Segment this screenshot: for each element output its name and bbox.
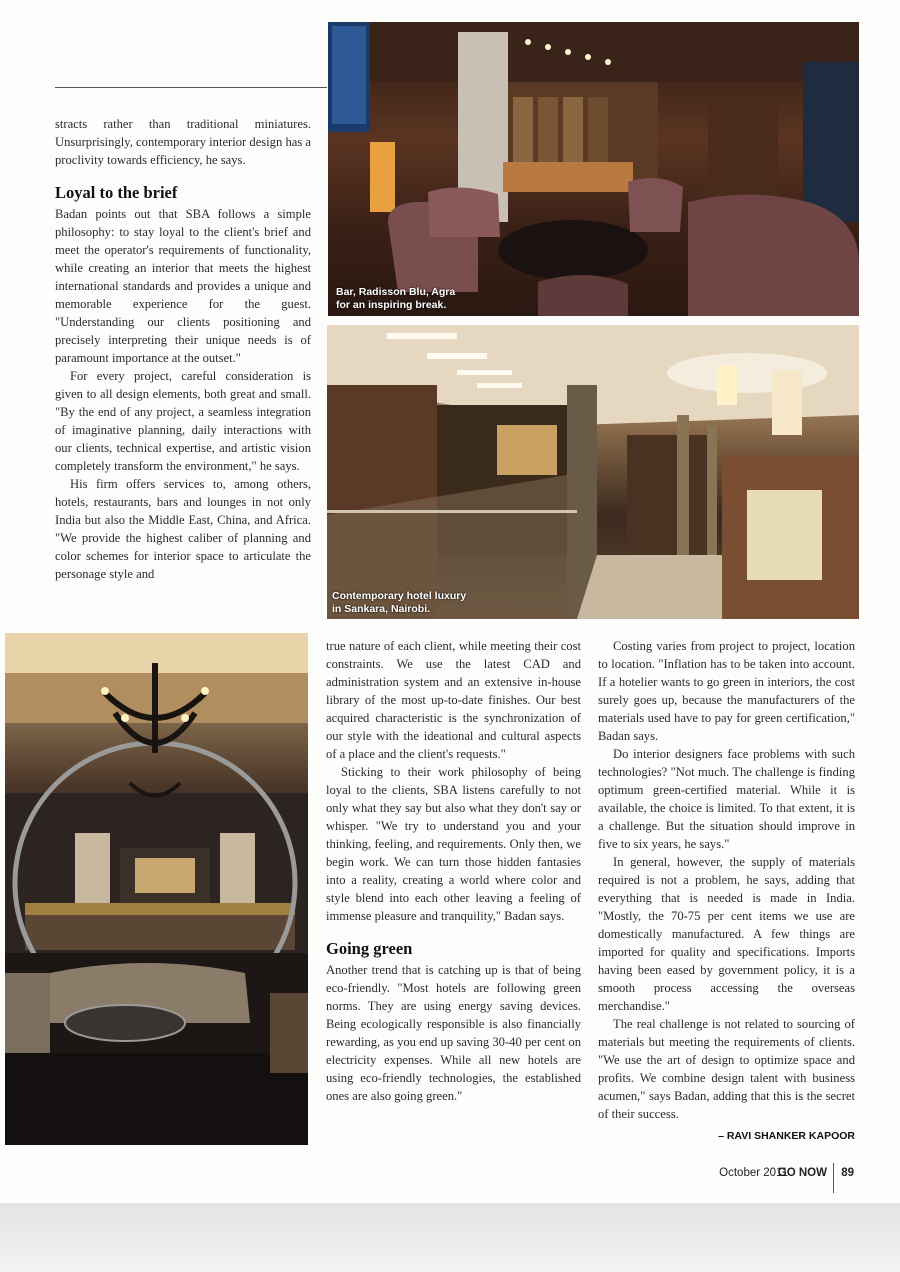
caption-hotel bbox=[332, 590, 532, 616]
paragraph: For every project, careful consideration is given to all design elements, both great and small. "By the end of any project, a seamless integration of imaginative planning, daily interactions with our clients, technical expertise, and artistic vision completely transform the environment," he says. bbox=[55, 369, 311, 473]
paragraph: true nature of each client, while meeting their cost constraints. We use the latest CAD and administration system and an extensive in-house library of the most up-to-date finishes. Our best acquired characteristic is the synchronization of our style with the ideational and cultural aspects of a place and the client's requests." bbox=[326, 639, 581, 761]
paragraph: Another trend that is catching up is that of being eco-friendly. "Most hotels are following green norms. They are using energy saving devices. Being ecologically responsible is also financially rewarding, as you end up saving 30-40 per cent on electricity expenses. While all new hotels are using eco-friendly technologies, the established ones are also going green." bbox=[326, 963, 581, 1103]
page-number: 89 bbox=[841, 1167, 854, 1179]
caption-hotel-line1: Contemporary hotel luxury bbox=[332, 590, 467, 602]
author-byline: – RAVI SHANKER KAPOOR bbox=[718, 1130, 855, 1142]
paragraph: His firm offers services to, among others, hotels, restaurants, bars and lounges in not only India but also the Middle East, China, and Africa. "We provide the highest caliber of planning and color schemes for interior space to articulate the personage style and bbox=[55, 477, 311, 581]
article-column-1 bbox=[55, 115, 311, 583]
bar-photo-illustration bbox=[328, 22, 859, 316]
article-column-3 bbox=[598, 637, 855, 1145]
issue-date: October 2011 bbox=[719, 1167, 788, 1179]
top-rule bbox=[55, 87, 327, 88]
caption-bar bbox=[336, 286, 536, 312]
paragraph: Badan points out that SBA follows a simple philosophy: to stay loyal to the client's brief and meet the operator's requirements of functionality, while creating an interior that meets the highest international standards and provides a unique and memorable experience for the guest. "Understanding our clients positioning and precisely interpreting their unique needs is of paramount importance at the outset." bbox=[55, 207, 311, 365]
paragraph: Do interior designers face problems with such technologies? "Not much. The challenge is finding optimum green-certified material. While it is available, the choice is limited. To that extent, it is a challenge. But the situation should improve in five to six years, he says." bbox=[598, 747, 855, 851]
photo-hotel-sankara bbox=[327, 325, 859, 619]
scan-margin bbox=[0, 1203, 900, 1272]
photo-bar-radisson bbox=[328, 22, 859, 316]
paragraph: In general, however, the supply of materials required is not a problem, he says, adding that everything that is needed is made in India. "Mostly, the 70-75 per cent items we use are domestically manufactured. A few things are imported for quality and specifications. Imports having been eased by government policy, it is a smooth process accessing the overseas merchandise." bbox=[598, 855, 855, 1013]
lounge-photo-illustration bbox=[5, 633, 308, 1145]
paragraph: The real challenge is not related to sourcing of materials but meeting the requirements of clients. "We use the art of design to optimize space and profits. We combine design talent with business acumen," says Badan, adding that this is the secret of their success. bbox=[598, 1017, 855, 1121]
article-column-2 bbox=[326, 637, 581, 1105]
caption-bar-line2: for an inspiring break. bbox=[336, 299, 447, 311]
page-footer bbox=[640, 1167, 860, 1187]
heading-loyal-to-the-brief: Loyal to the brief bbox=[55, 183, 178, 202]
paragraph: Costing varies from project to project, location to location. "Inflation has to be taken into account. If a hotelier wants to go green in interiors, the cost surely goes up, because the manufacturers of the materials used have to pay for green certification," Badan says. bbox=[598, 639, 855, 743]
paragraph-intro: stracts rather than traditional miniatures. Unsurprisingly, contemporary interior design has a proclivity towards efficiency, he says. bbox=[55, 117, 311, 167]
magazine-brand: GO NOW bbox=[777, 1167, 827, 1179]
footer-divider bbox=[833, 1163, 834, 1193]
paragraph: Sticking to their work philosophy of being loyal to the clients, SBA listens carefully to not only what they say but also what they don't say or whisper. "We try to understand you and your thinking, feeling, and requirements. Only then, we begin work. We can turn those hidden fantasies into a reality, creating a world where color and style blend into each other leaving a feeling of immense pleasure and tranquility," Badan says. bbox=[326, 765, 581, 923]
hotel-photo-illustration bbox=[327, 325, 859, 619]
photo-lounge-chandelier bbox=[5, 633, 308, 1145]
caption-bar-line1: Bar, Radisson Blu, Agra bbox=[336, 286, 456, 298]
heading-going-green: Going green bbox=[326, 939, 413, 958]
caption-hotel-line2: in Sankara, Nairobi. bbox=[332, 603, 431, 615]
